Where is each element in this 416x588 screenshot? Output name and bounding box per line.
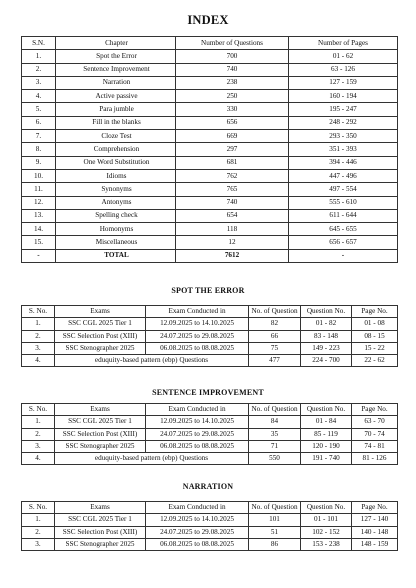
narration-table [21,501,398,551]
narration-row [22,526,398,538]
spot-the-error-column-header: No. of Question [249,306,301,318]
index-cell-sn: 6. [22,116,56,129]
sentence-improvement-conducted: 06.08.2025 to 08.08.2025 [146,440,249,452]
spot-the-error-sn: 1. [22,318,55,330]
narration-exam: SSC Selection Post (XIII) [55,526,146,538]
spot-the-error-page-range: 08 - 15 [352,330,398,342]
narration-column-header: Exam Conducted in [146,502,249,514]
narration-question-range: 01 - 101 [301,514,352,526]
index-row [22,76,398,89]
spot-the-error-column-header: Exams [55,306,146,318]
spot-the-error-exam: SSC Stenographer 2025 [55,342,146,354]
index-cell-questions: 656 [176,116,289,129]
spot-the-error-conducted: 12.09.2025 to 14.10.2025 [146,318,249,330]
index-cell-chapter: Synonyms [56,183,176,196]
index-cell-sn: 1. [22,50,56,63]
index-column-header: Number of Pages [289,37,398,50]
narration-title: NARRATION [182,482,234,491]
index-row [22,236,398,249]
index-row [22,116,398,129]
narration-page-range: 140 - 148 [352,526,398,538]
spot-the-error-page-range: 01 - 08 [352,318,398,330]
index-cell-sn: 5. [22,103,56,116]
index-cell-sn: 14. [22,223,56,236]
index-cell-pages: 63 - 126 [289,63,398,76]
index-cell-questions: 669 [176,130,289,143]
index-cell-questions: 297 [176,143,289,156]
sentence-improvement-row [22,440,398,452]
sentence-improvement-row [22,416,398,428]
spot-the-error-question-range: 224 - 700 [301,355,352,367]
spot-the-error-row [22,355,398,367]
index-cell-pages: 394 - 446 [289,156,398,169]
index-total-sn: - [22,249,56,262]
index-cell-chapter: Spot the Error [56,50,176,63]
narration-column-header: Page No. [352,502,398,514]
index-cell-chapter: Spelling check [56,209,176,222]
index-cell-chapter: Active passive [56,90,176,103]
sentence-improvement-sn: 3. [22,440,55,452]
index-cell-sn: 9. [22,156,56,169]
spot-the-error-question-count: 66 [249,330,301,342]
index-title: INDEX [187,13,229,27]
narration-row [22,538,398,550]
spot-the-error-page-range: 22 - 62 [352,355,398,367]
narration-column-header: Question No. [301,502,352,514]
index-cell-sn: 12. [22,196,56,209]
index-cell-chapter: Antonyms [56,196,176,209]
index-row [22,143,398,156]
sentence-improvement-sn: 4. [22,453,55,465]
narration-conducted: 24.07.2025 to 29.08.2025 [146,526,249,538]
index-cell-questions: 681 [176,156,289,169]
index-cell-sn: 2. [22,63,56,76]
sentence-improvement-page-range: 74 - 81 [352,440,398,452]
narration-column-header: Exams [55,502,146,514]
sentence-improvement-column-header: S. No. [22,404,55,416]
sentence-improvement-page-range: 70 - 74 [352,428,398,440]
sentence-improvement-sn: 1. [22,416,55,428]
narration-question-range: 153 - 238 [301,538,352,550]
narration-question-range: 102 - 152 [301,526,352,538]
index-row [22,169,398,182]
sentence-improvement-column-header: Exam Conducted in [146,404,249,416]
index-cell-questions: 740 [176,196,289,209]
sentence-improvement-exam: SSC Stenographer 2025 [55,440,146,452]
index-cell-pages: 645 - 655 [289,223,398,236]
narration-page-range: 148 - 159 [352,538,398,550]
spot-the-error-question-count: 82 [249,318,301,330]
index-row [22,156,398,169]
narration-sn: 1. [22,514,55,526]
index-cell-chapter: Sentence Improvement [56,63,176,76]
sentence-improvement-column-header: Page No. [352,404,398,416]
index-table [21,36,398,263]
index-cell-chapter: Cloze Test [56,130,176,143]
narration-header-row [22,502,398,514]
sentence-improvement-conducted: 12.09.2025 to 14.10.2025 [146,416,249,428]
spot-the-error-column-header: Exam Conducted in [146,306,249,318]
spot-the-error-column-header: S. No. [22,306,55,318]
spot-the-error-sn: 4. [22,355,55,367]
index-cell-questions: 330 [176,103,289,116]
sentence-improvement-page-range: 63 - 70 [352,416,398,428]
index-cell-questions: 762 [176,169,289,182]
index-row [22,50,398,63]
sentence-improvement-question-range: 191 - 740 [301,453,352,465]
spot-the-error-question-count: 477 [249,355,301,367]
index-cell-pages: 656 - 657 [289,236,398,249]
sentence-improvement-column-header: No. of Question [249,404,301,416]
sentence-improvement-column-header: Exams [55,404,146,416]
narration-exam: SSC CGL 2025 Tier 1 [55,514,146,526]
index-row [22,103,398,116]
index-cell-sn: 10. [22,169,56,182]
spot-the-error-conducted: 06.08.2025 to 08.08.2025 [146,342,249,354]
narration-sn: 2. [22,526,55,538]
narration-page-range: 127 - 140 [352,514,398,526]
index-cell-chapter: Fill in the blanks [56,116,176,129]
index-cell-chapter: Narration [56,76,176,89]
sentence-improvement-question-range: 85 - 119 [301,428,352,440]
index-cell-chapter: One Word Substitution [56,156,176,169]
spot-the-error-row [22,318,398,330]
index-row [22,90,398,103]
narration-question-count: 101 [249,514,301,526]
spot-the-error-column-header: Question No. [301,306,352,318]
narration-conducted: 06.08.2025 to 08.08.2025 [146,538,249,550]
index-cell-pages: 01 - 62 [289,50,398,63]
sentence-improvement-conducted: 24.07.2025 to 29.08.2025 [146,428,249,440]
sentence-improvement-exam: SSC CGL 2025 Tier 1 [55,416,146,428]
index-cell-chapter: Miscellaneous [56,236,176,249]
index-column-header: S.N. [22,37,56,50]
index-cell-questions: 654 [176,209,289,222]
sentence-improvement-question-range: 120 - 190 [301,440,352,452]
index-cell-sn: 13. [22,209,56,222]
spot-the-error-title: SPOT THE ERROR [171,286,245,295]
narration-question-count: 51 [249,526,301,538]
index-cell-sn: 3. [22,76,56,89]
sentence-improvement-title: SENTENCE IMPROVEMENT [152,388,264,397]
spot-the-error-question-range: 149 - 223 [301,342,352,354]
spot-the-error-sn: 3. [22,342,55,354]
index-cell-questions: 765 [176,183,289,196]
sentence-improvement-row [22,453,398,465]
index-cell-sn: 11. [22,183,56,196]
spot-the-error-question-count: 75 [249,342,301,354]
spot-the-error-exam: eduquity-based pattern (ebp) Questions [55,355,249,367]
index-total-pages: - [289,249,398,262]
spot-the-error-row [22,342,398,354]
index-cell-pages: 248 - 292 [289,116,398,129]
sentence-improvement-page-range: 81 - 126 [352,453,398,465]
index-cell-questions: 250 [176,90,289,103]
spot-the-error-column-header: Page No. [352,306,398,318]
sentence-improvement-column-header: Question No. [301,404,352,416]
index-row [22,130,398,143]
spot-the-error-question-range: 83 - 148 [301,330,352,342]
narration-row [22,514,398,526]
index-cell-sn: 8. [22,143,56,156]
sentence-improvement-question-range: 01 - 84 [301,416,352,428]
spot-the-error-sn: 2. [22,330,55,342]
sentence-improvement-question-count: 84 [249,416,301,428]
sentence-improvement-row [22,428,398,440]
index-cell-pages: 195 - 247 [289,103,398,116]
index-cell-questions: 238 [176,76,289,89]
index-cell-questions: 12 [176,236,289,249]
narration-column-header: No. of Question [249,502,301,514]
index-total-row [22,249,398,262]
index-cell-chapter: Comprehension [56,143,176,156]
index-cell-questions: 700 [176,50,289,63]
spot-the-error-exam: SSC Selection Post (XIII) [55,330,146,342]
index-total-questions: 7612 [176,249,289,262]
index-row [22,183,398,196]
index-cell-sn: 7. [22,130,56,143]
index-cell-chapter: Homonyms [56,223,176,236]
narration-conducted: 12.09.2025 to 14.10.2025 [146,514,249,526]
index-cell-pages: 293 - 350 [289,130,398,143]
sentence-improvement-sn: 2. [22,428,55,440]
index-header-row [22,37,398,50]
sentence-improvement-exam: eduquity-based pattern (ebp) Questions [55,453,249,465]
index-row [22,63,398,76]
spot-the-error-row [22,330,398,342]
sentence-improvement-question-count: 35 [249,428,301,440]
index-cell-pages: 611 - 644 [289,209,398,222]
spot-the-error-exam: SSC CGL 2025 Tier 1 [55,318,146,330]
narration-column-header: S. No. [22,502,55,514]
sentence-improvement-question-count: 71 [249,440,301,452]
narration-sn: 3. [22,538,55,550]
index-total-chapter: TOTAL [56,249,176,262]
sentence-improvement-exam: SSC Selection Post (XIII) [55,428,146,440]
index-column-header: Number of Questions [176,37,289,50]
index-row [22,223,398,236]
index-row [22,196,398,209]
index-cell-questions: 740 [176,63,289,76]
spot-the-error-conducted: 24.07.2025 to 29.08.2025 [146,330,249,342]
sentence-improvement-question-count: 550 [249,453,301,465]
narration-question-count: 86 [249,538,301,550]
spot-the-error-header-row [22,306,398,318]
index-cell-pages: 497 - 554 [289,183,398,196]
index-cell-pages: 127 - 159 [289,76,398,89]
index-cell-questions: 118 [176,223,289,236]
spot-the-error-table [21,305,398,367]
spot-the-error-question-range: 01 - 82 [301,318,352,330]
narration-exam: SSC Stenographer 2025 [55,538,146,550]
index-cell-pages: 447 - 496 [289,169,398,182]
sentence-improvement-header-row [22,404,398,416]
index-cell-pages: 160 - 194 [289,90,398,103]
sentence-improvement-table [21,403,398,465]
index-cell-chapter: Idioms [56,169,176,182]
index-cell-pages: 351 - 393 [289,143,398,156]
index-cell-sn: 15. [22,236,56,249]
index-cell-sn: 4. [22,90,56,103]
index-cell-pages: 555 - 610 [289,196,398,209]
index-cell-chapter: Para jumble [56,103,176,116]
spot-the-error-page-range: 15 - 22 [352,342,398,354]
index-row [22,209,398,222]
index-column-header: Chapter [56,37,176,50]
